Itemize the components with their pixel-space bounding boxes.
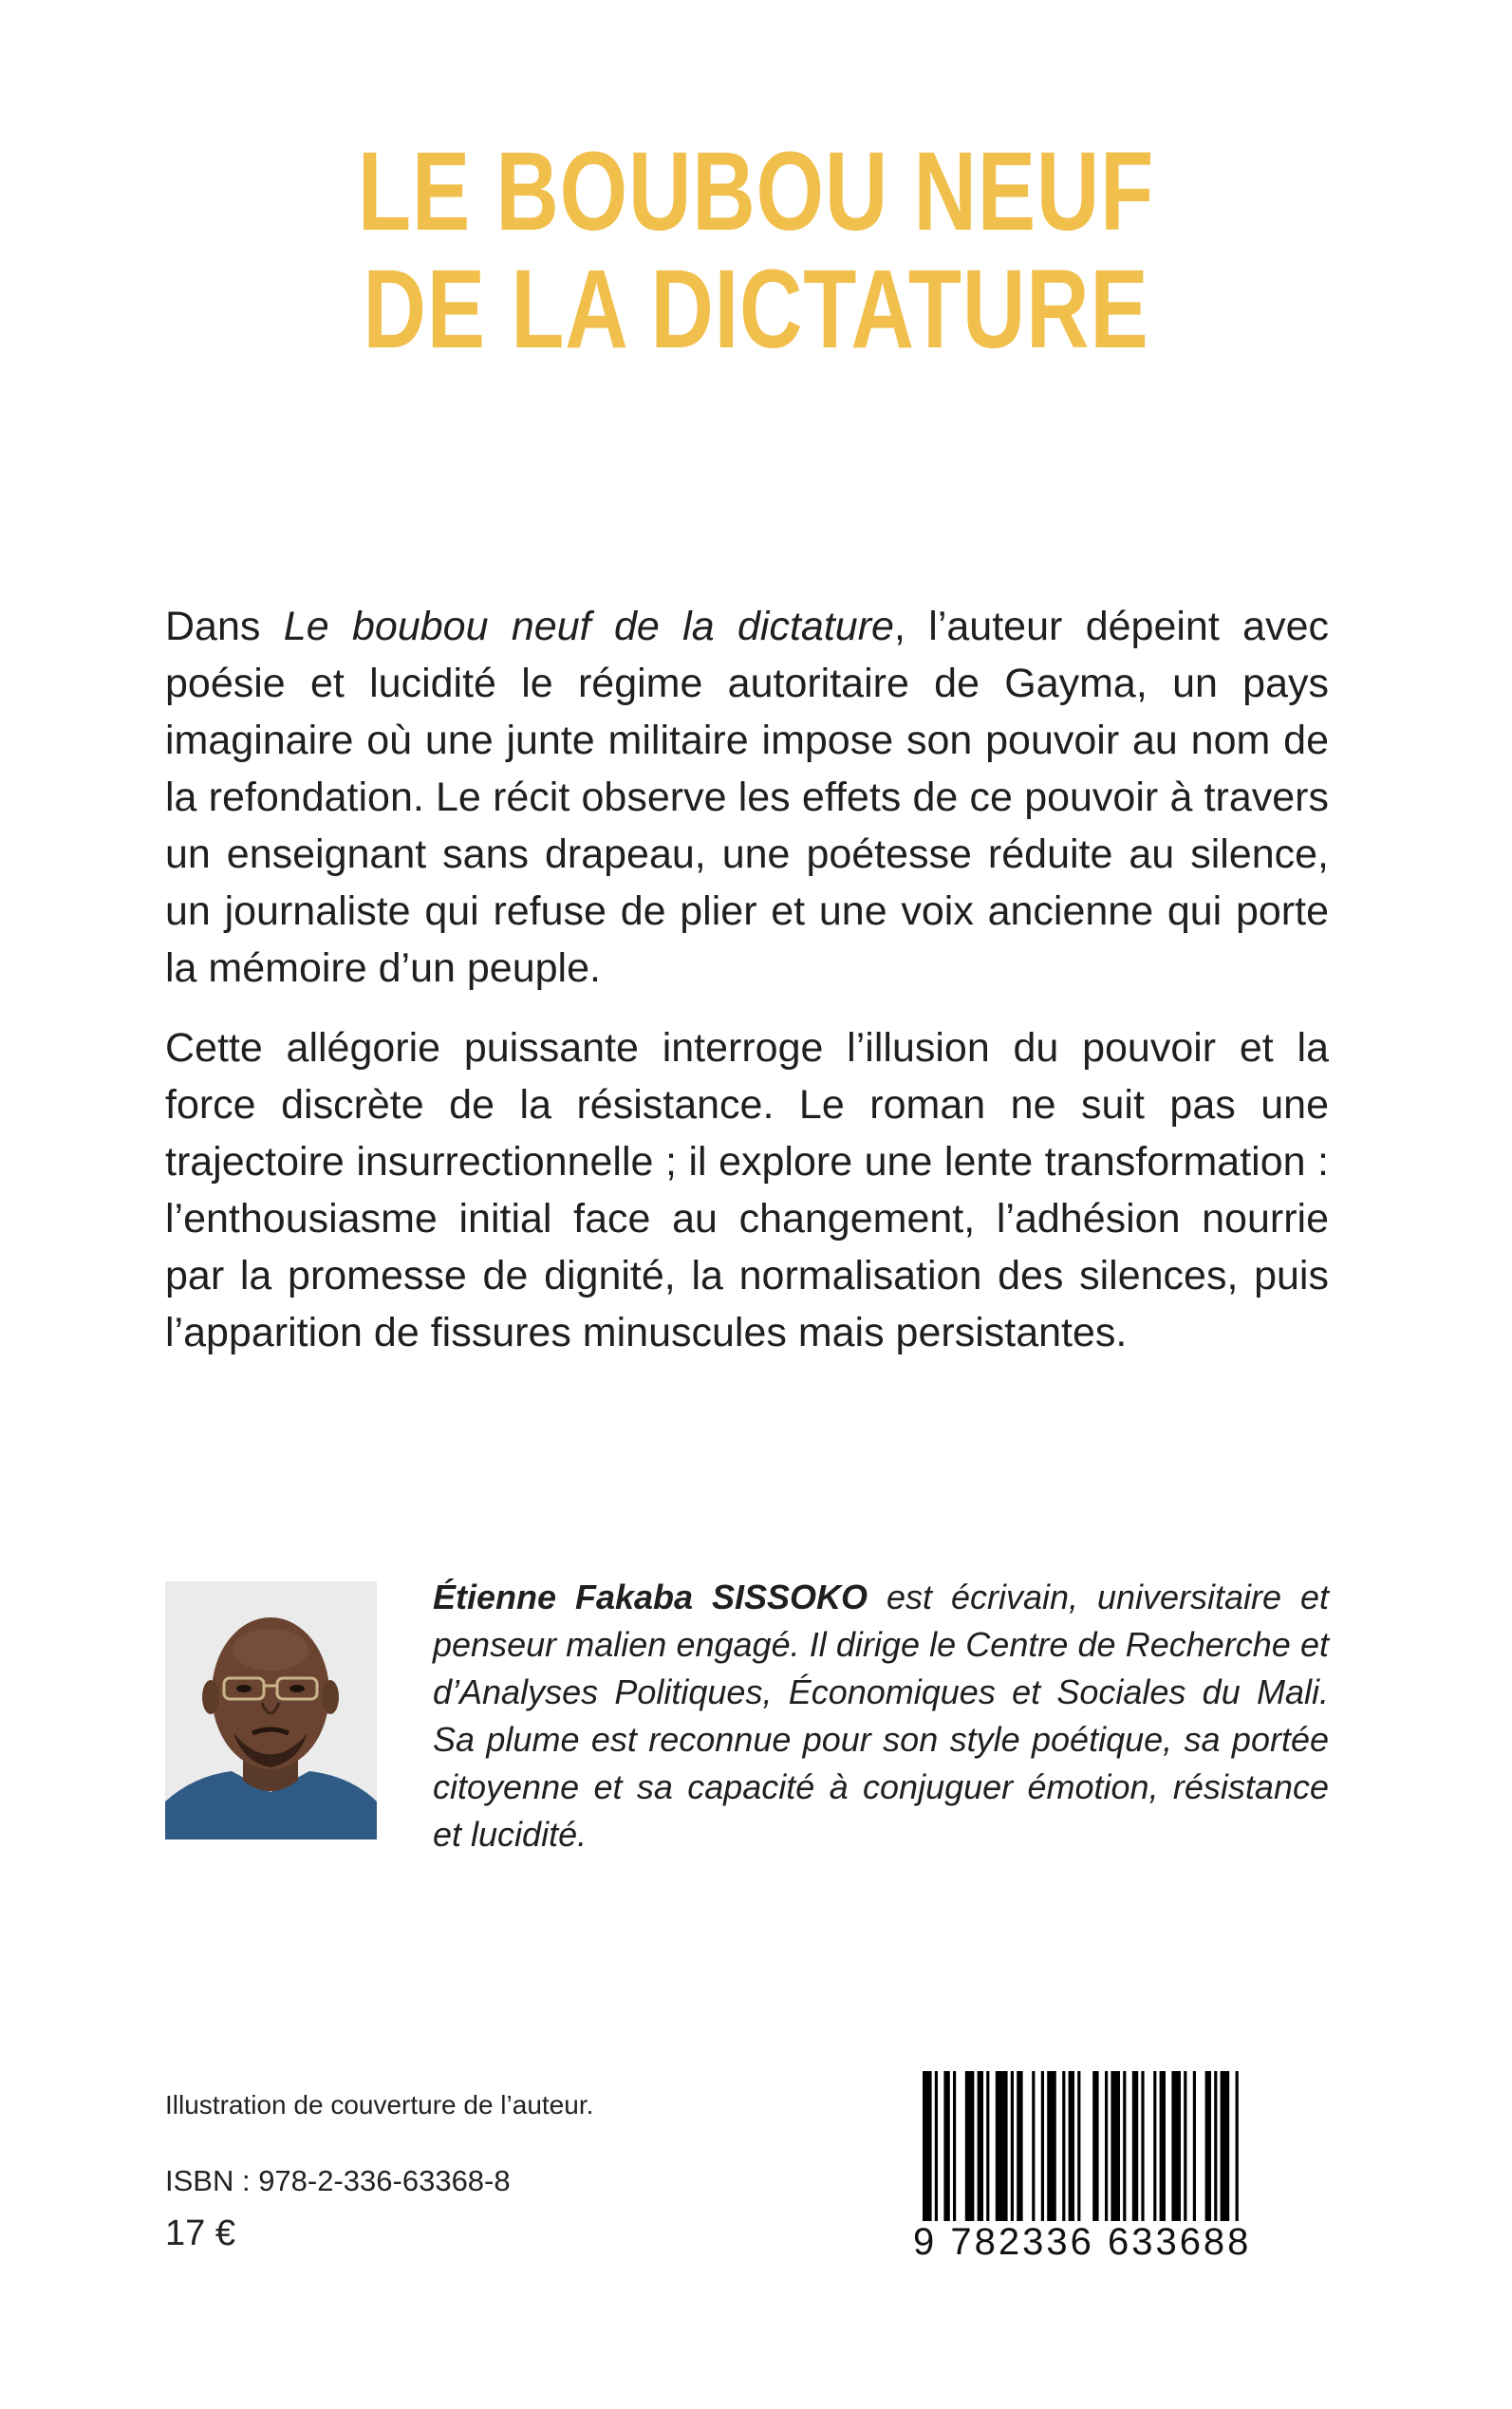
summary-book-title: Le boubou neuf de la dictature: [283, 604, 894, 649]
summary-p1-prefix: Dans: [165, 604, 284, 649]
barcode-bar: [965, 2071, 975, 2223]
barcode-bar: [1032, 2071, 1035, 2223]
barcode-bar: [1047, 2071, 1056, 2223]
book-summary: [165, 598, 1329, 1384]
barcode-bar: [996, 2071, 1008, 2223]
book-title-line-2: DE LA DICTATURE: [363, 247, 1149, 372]
barcode-bar: [1123, 2071, 1126, 2223]
barcode-bar: [986, 2071, 989, 2223]
barcode-bar: [1069, 2071, 1074, 2223]
summary-p1-rest: , l’auteur dépeint avec poésie et lucidité le régime autoritaire de Gayma, un pays imaginaire où une junte militaire impose son pouvoir au nom de la refondation. Le récit observe les effets de ce pouvoir à travers un enseignant sans drapeau, une poétesse réduite au silence, un journaliste qui refuse de plier et une voix ancienne qui porte la mémoire d’un peuple.: [165, 604, 1329, 991]
book-title: [166, 129, 1346, 372]
illustration-credit: Illustration de couverture de l’auteur.: [165, 2090, 594, 2120]
barcode-bar: [1171, 2071, 1181, 2223]
barcode-bar: [1214, 2071, 1217, 2223]
author-name: Étienne Fakaba SISSOKO: [433, 1578, 868, 1616]
barcode-bar: [1141, 2071, 1144, 2223]
barcode-bar: [943, 2071, 949, 2223]
author-photo: [165, 1581, 377, 1839]
barcode-bar: [1011, 2071, 1014, 2223]
barcode-bar: [1111, 2071, 1120, 2223]
barcode-bar: [1193, 2071, 1196, 2223]
summary-paragraph-1: [165, 598, 1329, 997]
barcode-bar: [1153, 2071, 1156, 2223]
barcode-bar: [1017, 2071, 1022, 2223]
book-title-line-1: LE BOUBOU NEUF: [357, 129, 1155, 254]
summary-paragraph-2: Cette allégorie puissante interroge l’illusion du pouvoir et la force discrète de la résistance. Le roman ne suit pas une trajectoire insurrectionnelle ; il explore une lente transformation : l’enthousiasme initial face au changement, l’adhésion nourrie par la promesse de dignité, la normalisation des silences, puis l’apparition de fissures minuscules mais persistantes.: [165, 1025, 1329, 1355]
barcode-bar: [1062, 2071, 1065, 2223]
barcode-bar: [1205, 2071, 1211, 2223]
barcode-bar: [1041, 2071, 1044, 2223]
barcode-bar: [1105, 2071, 1108, 2223]
isbn-number: ISBN : 978-2-336-63368-8: [165, 2164, 511, 2197]
price-label: 17 €: [165, 2213, 235, 2253]
barcode-bar: [953, 2071, 956, 2223]
barcode-bar: [1184, 2071, 1186, 2223]
author-bio-text: est écrivain, universitaire et penseur malien engagé. Il dirige le Centre de Recherche et d’Analyses Politiques, Économiques et Sociales du Mali. Sa plume est reconnue pour son style poétique, sa portée citoyenne et sa capacité à conjuguer émotion, résistance et lucidité.: [433, 1578, 1329, 1854]
barcode-bar: [1160, 2071, 1166, 2223]
author-bio: [433, 1574, 1329, 1858]
barcode-bar: [1132, 2071, 1138, 2223]
barcode-bar: [978, 2071, 983, 2223]
barcode-digits: 9 782336 633688: [911, 2221, 1295, 2264]
